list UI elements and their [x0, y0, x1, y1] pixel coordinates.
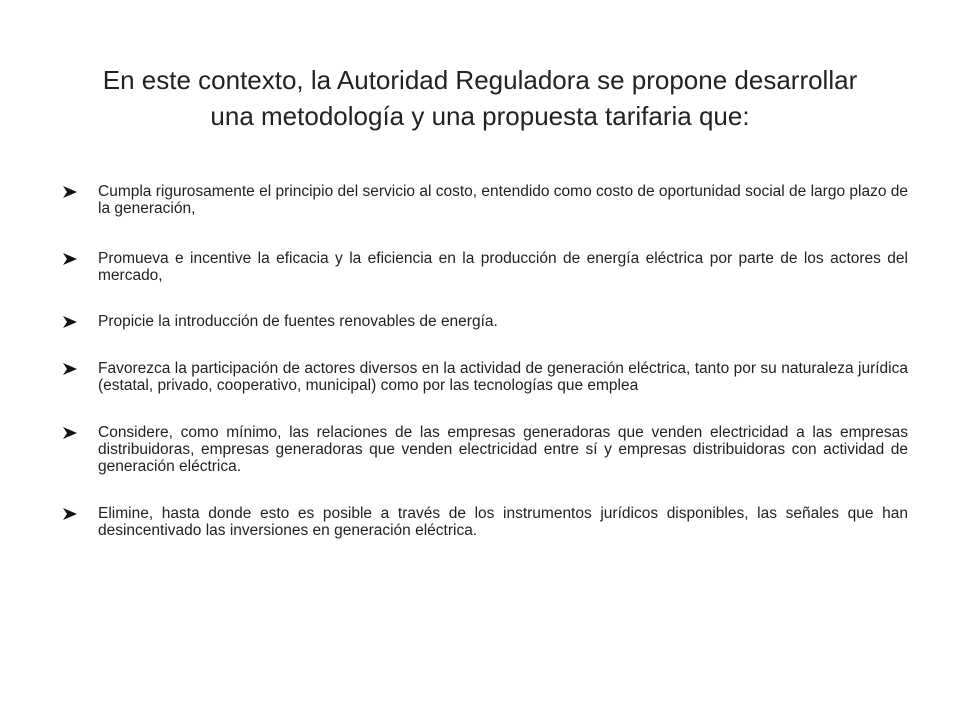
bullet-text: Elimine, hasta donde esto es posible a través de los instrumentos jurídicos disponibles, las señales que han desincentivado las inversiones en generación eléctrica.: [98, 505, 908, 539]
bullet-text: Propicie la introducción de fuentes renovables de energía.: [98, 313, 498, 330]
bullet-item: [62, 183, 908, 217]
arrowhead-bullet-icon: [62, 185, 78, 199]
bullet-item: [62, 313, 908, 330]
bullet-text: Considere, como mínimo, las relaciones de las empresas generadoras que venden electricidad a las empresas distribuidoras, empresas generadoras que venden electricidad entre sí y empresas distribuidoras con actividad de generación eléctrica.: [98, 424, 908, 475]
arrowhead-bullet-icon: [62, 252, 78, 266]
bullet-item: [62, 424, 908, 475]
bullet-list: [62, 183, 908, 572]
slide-title-line-1: En este contexto, la Autoridad Reguladora se propone desarrollar: [102, 65, 858, 95]
slide-title-line-2: una metodología y una propuesta tarifaria que:: [210, 101, 750, 131]
bullet-text: Favorezca la participación de actores diversos en la actividad de generación eléctrica, tanto por su naturaleza jurídica (estatal, privado, cooperativo, municipal) como por las tecnologías que emplea: [98, 360, 908, 394]
arrowhead-bullet-icon: [62, 426, 78, 440]
bullet-text: Cumpla rigurosamente el principio del servicio al costo, entendido como costo de oportunidad social de largo plazo de la generación,: [98, 183, 908, 217]
slide-title: [60, 62, 900, 134]
bullet-text: Promueva e incentive la eficacia y la eficiencia en la producción de energía eléctrica por parte de los actores del mercado,: [98, 250, 908, 284]
arrowhead-bullet-icon: [62, 315, 78, 329]
arrowhead-bullet-icon: [62, 362, 78, 376]
bullet-item: [62, 250, 908, 284]
bullet-item: [62, 360, 908, 394]
arrowhead-bullet-icon: [62, 507, 78, 521]
bullet-item: [62, 505, 908, 539]
